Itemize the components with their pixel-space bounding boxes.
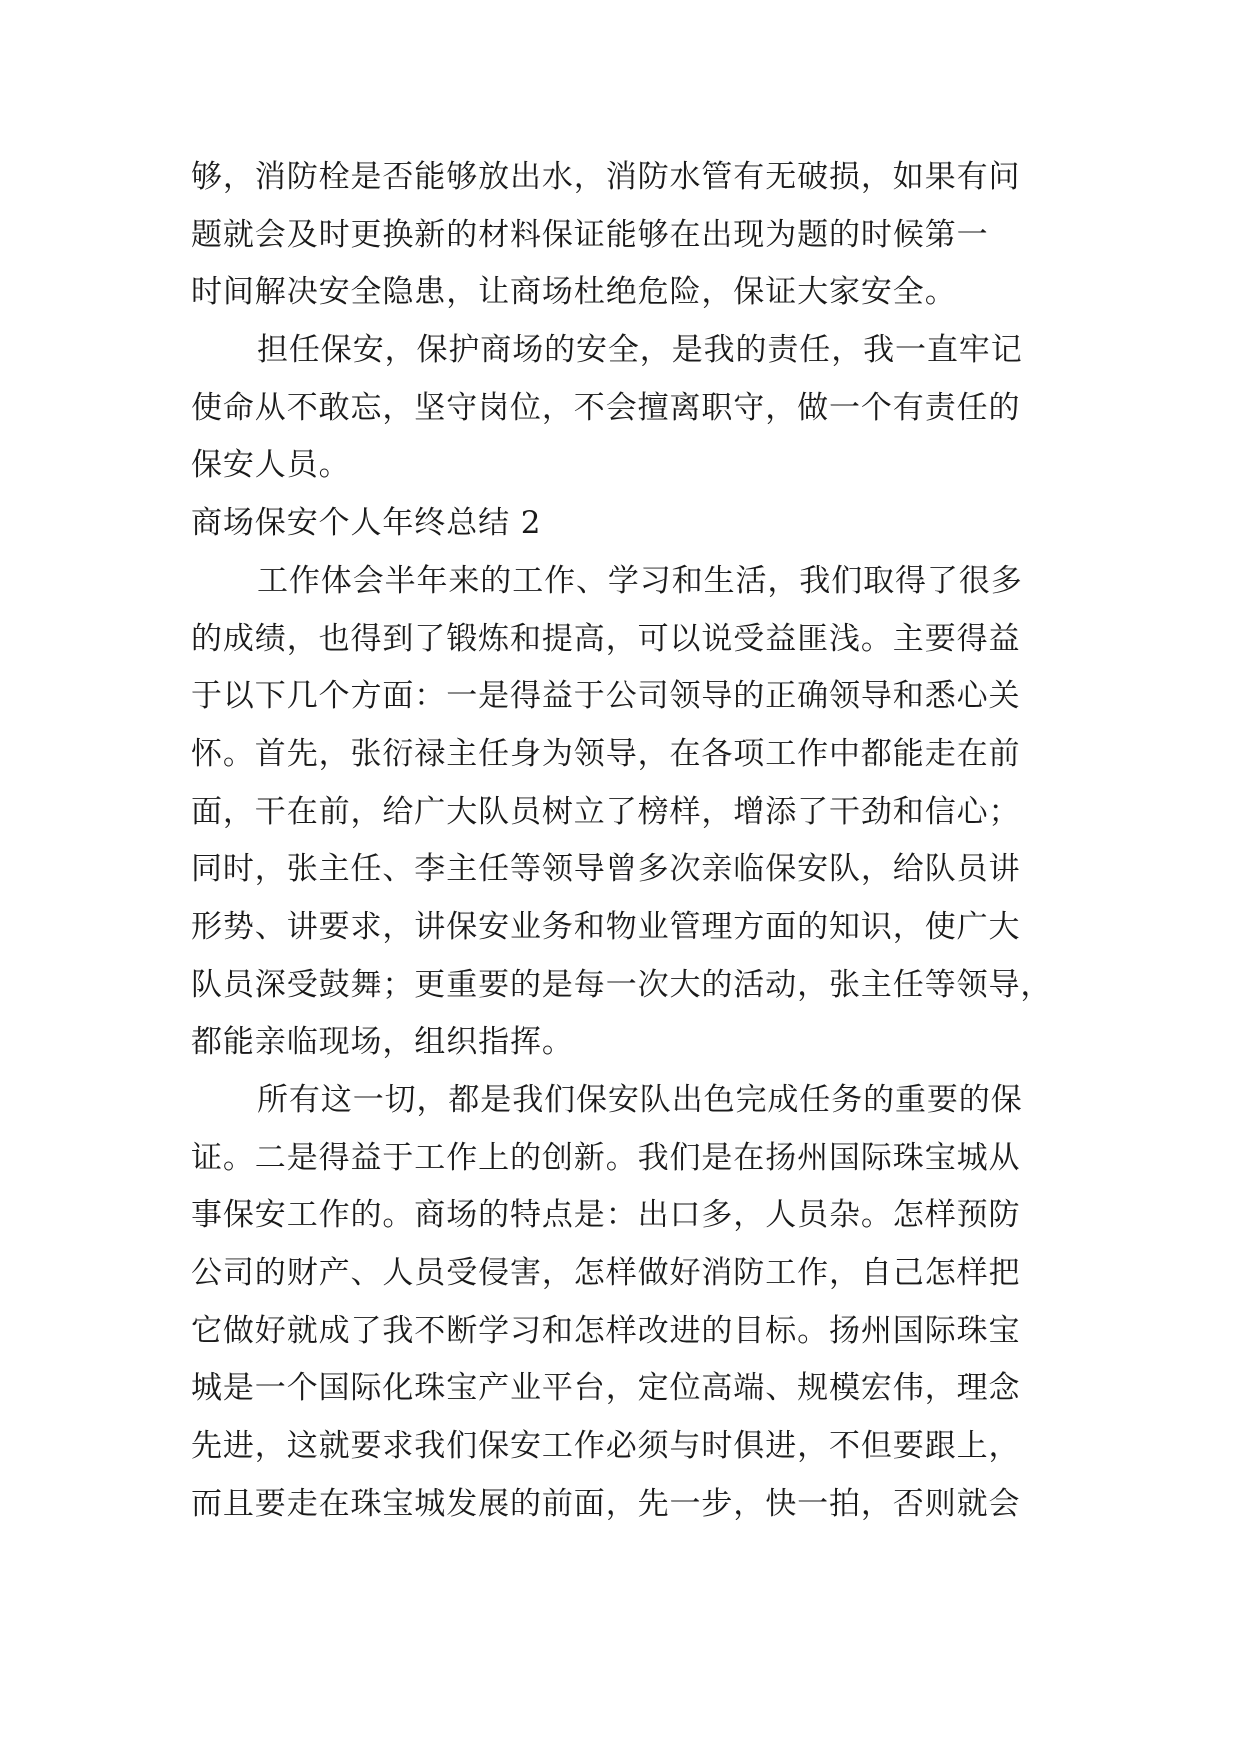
text-line: 使命从不敢忘，坚守岗位，不会擅离职守，做一个有责任的 [191,389,1021,426]
text-line: 担任保安，保护商场的安全，是我的责任，我一直牢记 [257,332,1023,369]
text-line: 所有这一切，都是我们保安队出色完成任务的重要的保 [257,1082,1023,1118]
text-line: 时间解决安全隐患，让商场杜绝危险，保证大家安全。 [191,274,957,311]
text-line: 先进，这就要求我们保安工作必须与时俱进，不但要跟上， [191,1428,1021,1465]
section-heading: 商场保安个人年终总结 2 [191,505,542,542]
text-line: 都能亲临现场，组织指挥。 [191,1024,574,1061]
text-line: 保安人员。 [191,447,351,484]
text-line: 形势、讲要求，讲保安业务和物业管理方面的知识，使广大 [191,908,1021,945]
text-line: 的成绩，也得到了锻炼和提高，可以说受益匪浅。主要得益 [191,620,1021,657]
text-line: 而且要走在珠宝城发展的前面，先一步，快一拍，否则就会 [191,1485,1021,1522]
text-line: 证。二是得益于工作上的创新。我们是在扬州国际珠宝城从 [191,1139,1021,1176]
text-line: 队员深受鼓舞；更重要的是每一次大的活动，张主任等领导， [191,966,1053,1003]
text-line: 面，干在前，给广大队员树立了榜样，增添了干劲和信心； [191,793,1021,830]
text-line: 它做好就成了我不断学习和怎样改进的目标。扬州国际珠宝 [191,1312,1021,1349]
text-line: 题就会及时更换新的材料保证能够在出现为题的时候第一 [191,216,989,253]
text-line: 事保安工作的。商场的特点是：出口多，人员杂。怎样预防 [191,1197,1021,1234]
text-line: 同时，张主任、李主任等领导曾多次亲临保安队，给队员讲 [191,851,1021,888]
text-line: 于以下几个方面：一是得益于公司领导的正确领导和悉心关 [191,678,1021,715]
text-line: 工作体会半年来的工作、学习和生活，我们取得了很多 [257,562,1023,599]
text-line: 怀。首先，张衍禄主任身为领导，在各项工作中都能走在前 [191,735,1021,772]
text-line: 公司的财产、人员受侵害，怎样做好消防工作，自己怎样把 [191,1255,1021,1292]
text-line: 够，消防栓是否能够放出水，消防水管有无破损，如果有问 [191,159,1021,195]
text-line: 城是一个国际化珠宝产业平台，定位高端、规模宏伟，理念 [191,1370,1021,1407]
document-body [191,149,1071,1534]
